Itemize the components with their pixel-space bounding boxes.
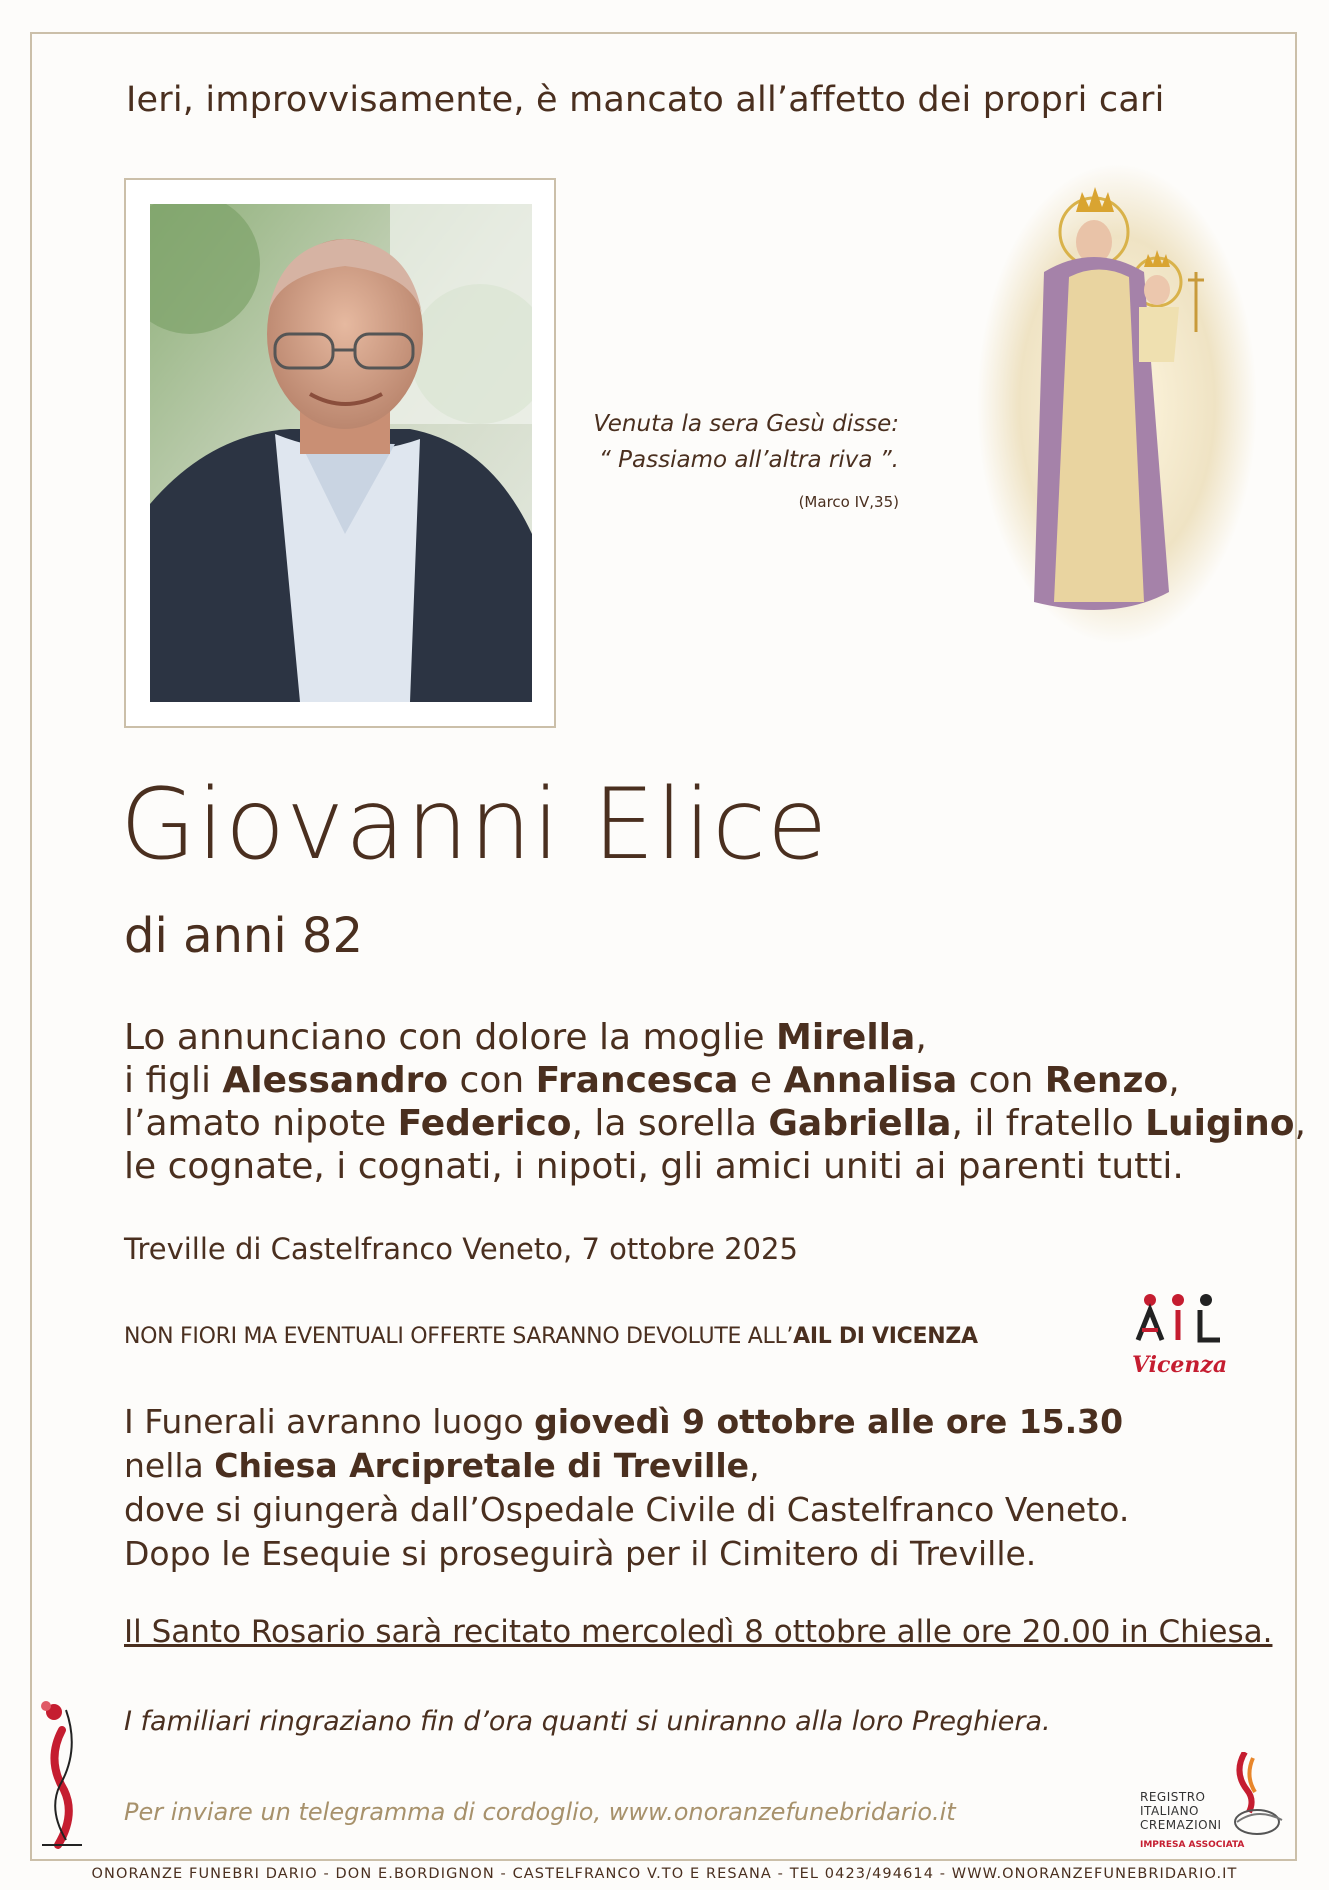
text: con (448, 1060, 536, 1101)
quote-line-1: Venuta la sera Gesù disse: (593, 411, 899, 437)
ric-text (1140, 1790, 1222, 1832)
announcement-line-2 (124, 1059, 1306, 1102)
text: Lo annunciano con dolore la moglie (124, 1017, 776, 1058)
text: , (749, 1446, 760, 1485)
announcement-text (124, 1016, 1306, 1188)
announcement-line-4: le cognate, i cognati, i nipoti, gli amici uniti ai parenti tutti. (124, 1146, 1184, 1187)
text: , (1294, 1103, 1306, 1144)
name-sister: Gabriella (768, 1103, 952, 1144)
ric-line-1: REGISTRO (1140, 1790, 1206, 1804)
donations-note (124, 1324, 978, 1349)
funeral-line-1 (124, 1400, 1129, 1444)
text: con (957, 1060, 1045, 1101)
text: , (1168, 1060, 1180, 1101)
text: I Funerali avranno luogo (124, 1402, 535, 1441)
quote-source: (Marco IV,35) (798, 493, 899, 511)
donation-org: AIL DI VICENZA (793, 1324, 978, 1349)
ric-line-3: CREMAZIONI (1140, 1818, 1222, 1832)
name-son-in-law: Renzo (1044, 1060, 1169, 1101)
deceased-age: di anni 82 (124, 908, 363, 964)
ribbon-flower-icon (36, 1690, 88, 1850)
text: e (738, 1060, 784, 1101)
name-grandson: Federico (397, 1103, 572, 1144)
name-son: Alessandro (222, 1060, 449, 1101)
quote-block (593, 406, 899, 478)
deceased-name: Giovanni Elice (120, 768, 829, 882)
funeral-details (124, 1400, 1129, 1576)
text: l’amato nipote (124, 1103, 398, 1144)
madonna-image (974, 162, 1260, 646)
name-daughter-in-law: Francesca (535, 1060, 739, 1101)
ric-line-2: ITALIANO (1140, 1804, 1200, 1818)
text: , la sorella (571, 1103, 769, 1144)
place-date: Treville di Castelfranco Veneto, 7 ottobre 2025 (124, 1232, 798, 1266)
thanks-note: I familiari ringraziano fin d’ora quanti si uniranno alla loro Preghiera. (124, 1706, 1051, 1737)
footer-text: ONORANZE FUNEBRI DARIO - DON E.BORDIGNON - CASTELFRANCO V.TO E RESANA - TEL 0423/494614 - WWW.ONORANZEFUNEBRIDARIO.IT (91, 1866, 1238, 1882)
funeral-line-3: dove si giungerà dall’Ospedale Civile di Castelfranco Veneto. (124, 1490, 1130, 1529)
text: , (915, 1017, 927, 1058)
announcement-line-3 (124, 1102, 1306, 1145)
funeral-church: Chiesa Arcipretale di Treville (214, 1446, 750, 1485)
quote-line-2: “ Passiamo all’altra riva ”. (598, 447, 899, 473)
name-wife: Mirella (776, 1017, 916, 1058)
telegram-note: Per inviare un telegramma di cordoglio, www.onoranzefunebridario.it (124, 1798, 956, 1826)
text: nella (124, 1446, 215, 1485)
text: i figli (124, 1060, 223, 1101)
name-daughter: Annalisa (783, 1060, 958, 1101)
text: , il fratello (951, 1103, 1146, 1144)
funeral-line-2 (124, 1444, 1129, 1488)
announcement-line-1 (124, 1016, 1306, 1059)
rosary-notice: Il Santo Rosario sarà recitato mercoledì 8 ottobre alle ore 20.00 in Chiesa. (124, 1614, 1273, 1650)
photo-frame (124, 178, 556, 728)
funeral-line-4: Dopo le Esequie si proseguirà per il Cimitero di Treville. (124, 1534, 1037, 1573)
intro-text: Ieri, improvvisamente, è mancato all’affetto dei propri cari (126, 80, 1165, 120)
funeral-datetime: giovedì 9 ottobre alle ore 15.30 (534, 1402, 1124, 1441)
ric-subtitle: IMPRESA ASSOCIATA (1140, 1840, 1245, 1850)
text: NON FIORI MA EVENTUALI OFFERTE SARANNO DEVOLUTE ALL’ (124, 1324, 794, 1349)
name-brother: Luigino (1145, 1103, 1295, 1144)
ail-city: Vicenza (1132, 1352, 1228, 1378)
portrait-photo (150, 204, 532, 702)
